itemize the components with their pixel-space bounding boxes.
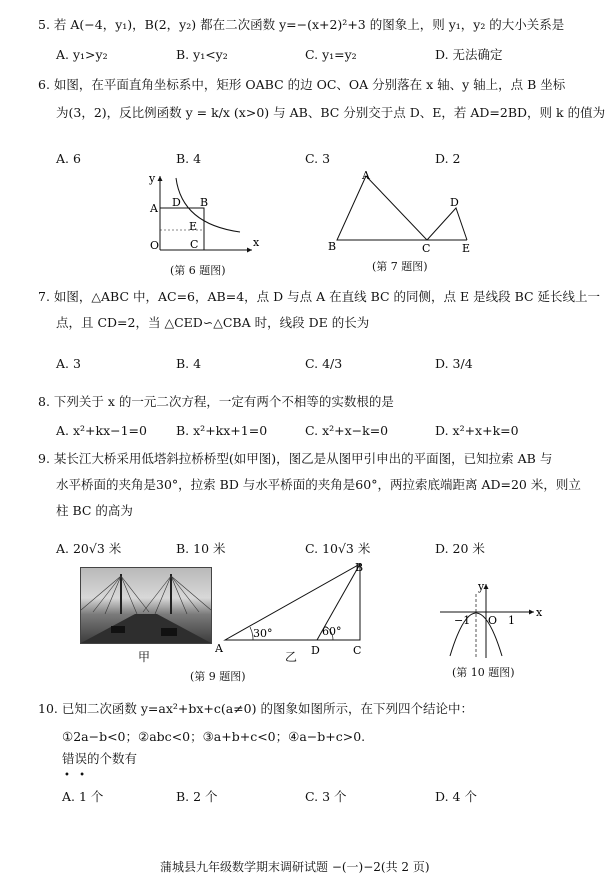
fig6-label-a: A [150,202,158,215]
photo-label-jia: 甲 [138,650,151,664]
fig7-label-a: A [362,169,370,182]
fig9-label-a: A [215,642,223,655]
q7-stem-line2: 点，且 CD=2，当 △CED∽△CBA 时，线段 DE 的长为 [56,315,370,330]
fig6-label-y: y [149,172,156,185]
q9-option-b[interactable]: B. 10 米 [176,541,226,556]
fig10-label-minus1: −1 [454,614,471,627]
q6-stem-line1: 6. 如图，在平面直角坐标系中，矩形 OABC 的边 OC、OA 分别落在 x 轴、y 轴上，点 B 坐标 [38,77,566,92]
fig6-label-o: O [150,239,160,252]
fig9-angle-60: 60° [322,625,342,638]
fig10-x-arrow [529,610,534,615]
fig7-triangle-ced [427,208,467,240]
q10-option-c[interactable]: C. 3 个 [305,789,347,804]
fig9-label-c: C [353,644,362,657]
car [111,626,125,633]
bridge-road [81,614,211,643]
q10-option-d[interactable]: D. 4 个 [435,789,477,804]
q8-option-c[interactable]: C. x²+x−k=0 [305,423,389,438]
q10-ask: 错误的个数有 [62,751,138,766]
fig6-label-b: B [200,196,209,209]
q5-option-a[interactable]: A. y₁>y₂ [56,47,108,62]
q6-option-c[interactable]: C. 3 [305,151,331,166]
fig9-caption: (第 9 题图) [190,670,246,683]
q7-option-d[interactable]: D. 3/4 [435,356,473,371]
fig7-label-e: E [462,242,471,255]
emphasis-dots: • • [64,770,88,781]
fig10-label-1: 1 [508,614,515,627]
q5-option-d[interactable]: D. 无法确定 [435,47,503,62]
q6-option-d[interactable]: D. 2 [435,151,461,166]
q10-option-a[interactable]: A. 1 个 [62,789,104,804]
bridge-photo [80,567,212,644]
fig7-label-c: C [422,242,431,255]
q8-stem: 8. 下列关于 x 的一元二次方程，一定有两个不相等的实数根的是 [38,394,394,409]
fig6-y-arrow [158,176,163,181]
fig7-caption: (第 7 题图) [372,260,428,273]
fig10-label-y: y [478,580,485,593]
fig10-label-x: x [536,606,543,619]
fig6-label-e: E [189,220,198,233]
q8-option-a[interactable]: A. x²+kx−1=0 [56,423,147,438]
q6-option-b[interactable]: B. 4 [176,151,202,166]
q5-stem: 5. 若 A(−4，y₁)，B(2，y₂) 都在二次函数 y=−(x+2)²+3 的图象上，则 y₁，y₂ 的大小关系是 [38,17,565,32]
fig6-label-x: x [253,236,260,249]
q7-option-c[interactable]: C. 4/3 [305,356,343,371]
q9-stem-line2: 水平桥面的夹角是30°，拉索 BD 与水平桥面的夹角是60°，两拉索底端距离 AD=20 米，则立 [56,477,581,492]
fig7-label-d: D [450,196,459,209]
car [161,628,177,636]
bridge-cables [81,576,211,614]
fig7-label-b: B [328,240,337,253]
page-footer: 蒲城县九年级数学期末调研试题 −(一)−2(共 2 页) [160,860,430,874]
q10-stem: 10. 已知二次函数 y=ax²+bx+c(a≠0) 的图象如图所示，在下列四个结论中： [38,701,473,716]
q9-stem-line1: 9. 某长江大桥采用低塔斜拉桥桥型(如甲图)，图乙是从图甲引申出的平面图，已知拉索 AB 与 [38,451,553,466]
fig6-caption: (第 6 题图) [170,264,226,277]
q5-option-c[interactable]: C. y₁=y₂ [305,47,357,62]
fig10-y-arrow [484,584,489,589]
figure-6 [140,170,260,260]
diagram-label-yi: 乙 [285,650,298,664]
figure-9-diagram [215,558,375,658]
bridge-photo-drawing [81,568,211,643]
fig9-label-d: D [311,644,320,657]
fig10-caption: (第 10 题图) [452,666,515,679]
q9-option-d[interactable]: D. 20 米 [435,541,485,556]
q8-option-d[interactable]: D. x²+x+k=0 [435,423,519,438]
q6-stem-line2: 为(3，2)，反比例函数 y = k/x (x>0) 与 AB、BC 分别交于点 D、E，若 AD=2BD，则 k 的值为 [56,105,606,120]
q5-option-b[interactable]: B. y₁<y₂ [176,47,228,62]
q10-option-b[interactable]: B. 2 个 [176,789,218,804]
q6-option-a[interactable]: A. 6 [56,151,81,166]
q10-conclusions: ①2a−b<0；②abc<0；③a+b+c<0；④a−b+c>0. [62,729,366,744]
fig6-x-arrow [247,248,252,253]
fig6-label-d: D [172,196,181,209]
q7-option-a[interactable]: A. 3 [56,356,81,371]
fig10-label-o: O [488,614,498,627]
figure-10 [436,580,546,660]
q9-stem-line3: 柱 BC 的高为 [56,503,133,518]
q9-option-a[interactable]: A. 20√3 米 [56,541,122,556]
figure-7 [325,168,475,258]
fig9-label-b: B [355,561,364,574]
fig6-label-c: C [190,238,199,251]
q8-option-b[interactable]: B. x²+kx+1=0 [176,423,268,438]
fig9-angle-30: 30° [253,627,273,640]
q7-option-b[interactable]: B. 4 [176,356,202,371]
q9-option-c[interactable]: C. 10√3 米 [305,541,371,556]
fig7-triangle-abc [337,176,427,240]
q7-stem-line1: 7. 如图，△ABC 中，AC=6，AB=4，点 D 与点 A 在直线 BC 的同侧，点 E 是线段 BC 延长线上一 [38,289,601,304]
